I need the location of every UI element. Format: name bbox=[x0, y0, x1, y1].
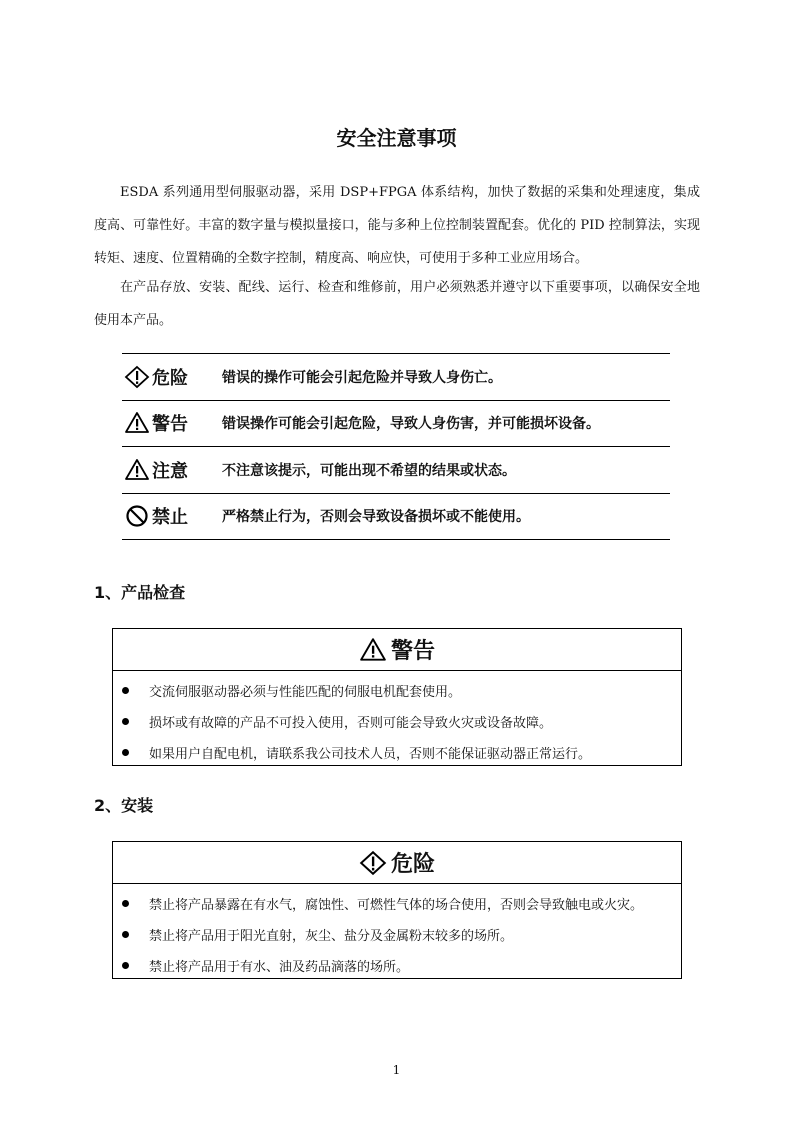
warning-icon bbox=[124, 411, 150, 435]
legend-desc-warning: 错误操作可能会引起危险，导致人身伤害，并可能损坏设备。 bbox=[222, 416, 600, 433]
bullet-icon bbox=[122, 931, 129, 938]
list-item: 禁止将产品暴露在有水气，腐蚀性、可燃性气体的场合使用，否则会导致触电或火灾。 bbox=[113, 888, 681, 919]
list-item: 禁止将产品用于有水、油及药品滴落的场所。 bbox=[113, 950, 681, 981]
list-item: 如果用户自配电机，请联系我公司技术人员，否则不能保证驱动器正常运行。 bbox=[113, 737, 681, 768]
list-item: 交流伺服驱动器必须与性能匹配的伺服电机配套使用。 bbox=[113, 675, 681, 706]
legend-row-danger bbox=[122, 354, 670, 401]
danger-icon bbox=[124, 365, 150, 389]
safety-legend-table bbox=[122, 353, 670, 540]
danger-box-installation bbox=[112, 841, 682, 979]
legend-desc-danger: 错误的操作可能会引起危险并导致人身伤亡。 bbox=[222, 369, 502, 386]
box-title: 警告 bbox=[390, 639, 435, 664]
warning-icon bbox=[359, 637, 387, 663]
danger-icon bbox=[359, 850, 387, 876]
page-title: 安全注意事项 bbox=[336, 126, 457, 150]
legend-label-prohibited: 禁止 bbox=[152, 507, 188, 529]
intro-paragraph-2: 在产品存放、安装、配线、运行、检查和维修前，用户必须熟悉并遵守以下重要事项，以确保安全地使用本产品。 bbox=[94, 280, 700, 328]
legend-row-caution bbox=[122, 447, 670, 494]
section-heading-product-inspection: 1、产品检查 bbox=[94, 583, 186, 602]
legend-row-prohibited bbox=[122, 494, 670, 541]
legend-desc-prohibited: 严格禁止行为，否则会导致设备损坏或不能使用。 bbox=[222, 509, 530, 526]
bullet-icon bbox=[122, 900, 129, 907]
warning-box-product-inspection bbox=[112, 628, 682, 766]
bullet-icon bbox=[122, 718, 129, 725]
legend-label-caution: 注意 bbox=[152, 460, 188, 482]
legend-label-danger: 危险 bbox=[152, 367, 188, 389]
box-title: 危险 bbox=[390, 852, 435, 877]
bullet-icon bbox=[122, 687, 129, 694]
bullet-list bbox=[113, 671, 681, 768]
list-item: 损坏或有故障的产品不可投入使用，否则可能会导致火灾或设备故障。 bbox=[113, 706, 681, 737]
section-heading-installation: 2、安装 bbox=[94, 796, 154, 815]
box-header bbox=[113, 629, 681, 671]
intro-paragraph-1: ESDA 系列通用型伺服驱动器，采用 DSP+FPGA 体系结构，加快了数据的采集和处理速度，集成度高、可靠性好。丰富的数字量与模拟量接口，能与多种上位控制装置配套。优化的 PID 控制算法，实现转矩、速度、位置精确的全数字控制，精度高、响应快，可使用于多种工业应用场合。 bbox=[94, 185, 700, 266]
list-item: 禁止将产品用于阳光直射，灰尘、盐分及金属粉末较多的场所。 bbox=[113, 919, 681, 950]
legend-row-warning bbox=[122, 401, 670, 448]
box-header bbox=[113, 842, 681, 884]
bullet-icon bbox=[122, 962, 129, 969]
legend-label-warning: 警告 bbox=[152, 414, 188, 436]
caution-icon bbox=[124, 458, 150, 482]
bullet-list bbox=[113, 884, 681, 981]
bullet-icon bbox=[122, 749, 129, 756]
page-number: 1 bbox=[392, 1063, 401, 1077]
prohibited-icon bbox=[124, 504, 150, 528]
legend-desc-caution: 不注意该提示，可能出现不希望的结果或状态。 bbox=[222, 462, 516, 479]
